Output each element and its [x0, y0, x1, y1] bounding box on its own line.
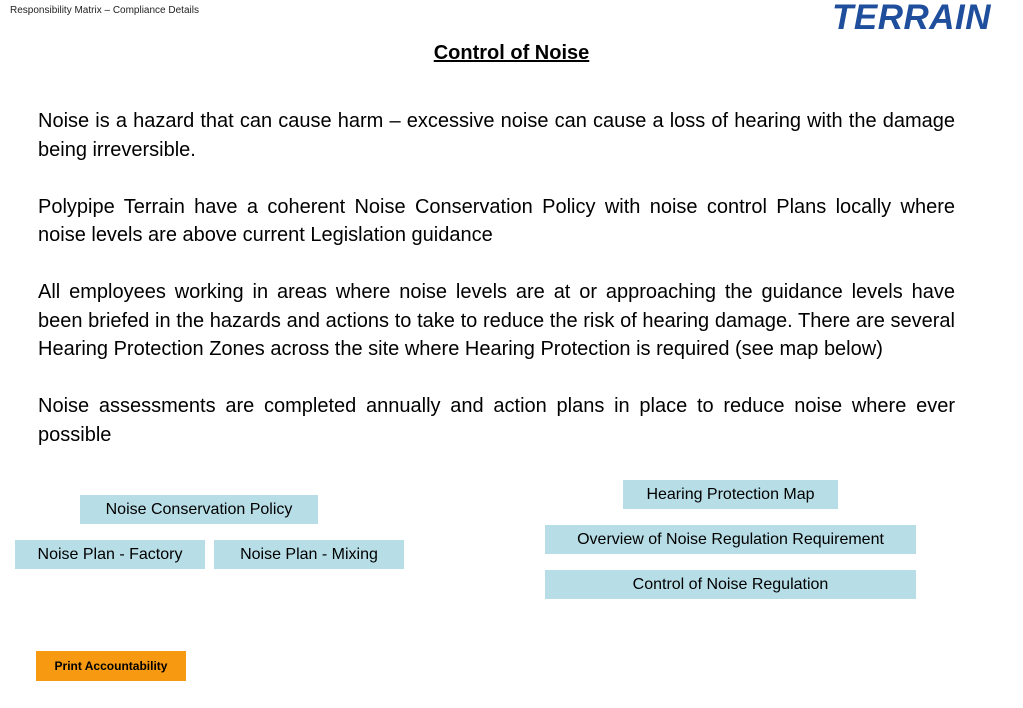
paragraph-noise-hazard: Noise is a hazard that can cause harm – excessive noise can cause a loss of hearing with the damage being irreversible.	[38, 110, 955, 161]
paragraph-assessments: Noise assessments are completed annually and action plans in place to reduce noise where ever possible	[38, 395, 955, 446]
body-content	[38, 107, 955, 478]
page-title: Control of Noise	[433, 42, 590, 64]
control-noise-regulation-button[interactable]: Control of Noise Regulation	[545, 570, 916, 599]
print-accountability-button[interactable]: Print Accountability	[36, 651, 186, 681]
noise-plan-factory-button[interactable]: Noise Plan - Factory	[15, 540, 205, 569]
paragraph-employees: All employees working in areas where noise levels are at or approaching the guidance levels have been briefed in the hazards and actions to take to reduce the risk of hearing damage. There are several Hearing Protection Zones across the site where Hearing Protection is required (see map below)	[38, 281, 955, 360]
noise-conservation-policy-button[interactable]: Noise Conservation Policy	[80, 495, 318, 524]
breadcrumb: Responsibility Matrix – Compliance Details	[10, 5, 199, 16]
overview-noise-regulation-button[interactable]: Overview of Noise Regulation Requirement	[545, 525, 916, 554]
terrain-logo: TERRAIN	[832, 0, 992, 37]
noise-plan-mixing-button[interactable]: Noise Plan - Mixing	[214, 540, 404, 569]
hearing-protection-map-button[interactable]: Hearing Protection Map	[623, 480, 838, 509]
paragraph-policy: Polypipe Terrain have a coherent Noise Conservation Policy with noise control Plans locally where noise levels are above current Legislation guidance	[38, 195, 955, 246]
